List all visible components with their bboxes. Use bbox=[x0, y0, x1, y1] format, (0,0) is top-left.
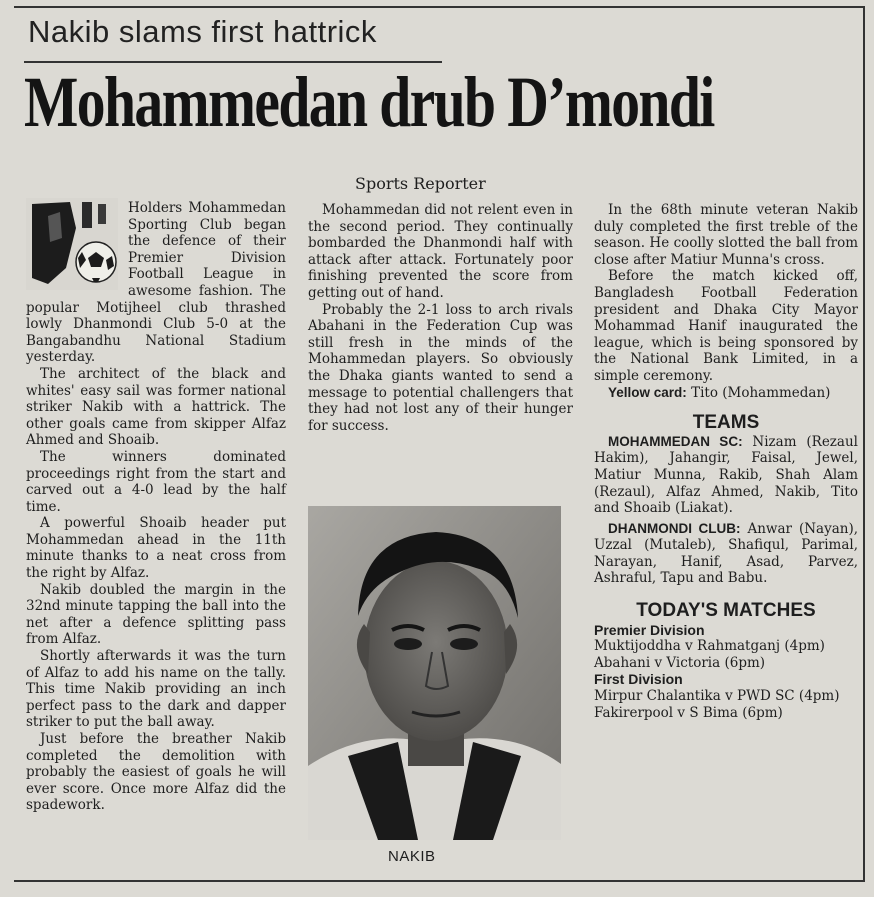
match-item: Fakirerpool v S Bima (6pm) bbox=[594, 704, 783, 721]
player-photo bbox=[308, 506, 561, 840]
team-name: DHANMONDI CLUB: bbox=[608, 520, 741, 536]
paragraph: Shortly afterwards it was the turn of Alfaz to add his name on the tally. This time Nakib providing an inch perfect pass to the dark and dapper striker to put the ball away. bbox=[26, 648, 286, 731]
paragraph: Mohammedan did not relent even in the second period. They continually bombarded the Dhanmondi half with attack after attack. Fortunately poor finishing prevented the score from getting out of hand. bbox=[308, 202, 573, 301]
match-item: Mirpur Chalantika v PWD SC (4pm) bbox=[594, 688, 840, 705]
paragraph: In the 68th minute veteran Nakib duly completed the first treble of the season. He coolly slotted the ball from close after Matiur Munna's cross. bbox=[594, 202, 858, 268]
top-rule bbox=[14, 6, 864, 8]
matches-list bbox=[594, 622, 858, 722]
byline: Sports Reporter bbox=[355, 174, 486, 193]
paragraph: Holders Mohammedan Sporting Club began the defence of their Premier Division Football League in awesome fashion. The popular Motijheel club thrashed lowly Dhanmondi Club 5-0 at the Bangabandhu National Stadium yesterday. bbox=[26, 200, 286, 366]
player-portrait-image bbox=[308, 506, 561, 840]
team-mohammedan bbox=[594, 434, 858, 517]
division-label: Premier Division bbox=[594, 621, 705, 638]
yellow-card-note bbox=[594, 385, 858, 402]
paragraph: Nakib doubled the margin in the 32nd minute tapping the ball into the net after a defence splitting pass from Alfaz. bbox=[26, 581, 286, 648]
bottom-rule bbox=[14, 880, 864, 882]
football-boot-image bbox=[26, 198, 118, 290]
yellow-card-label: Yellow card: bbox=[608, 384, 687, 400]
team-dhanmondi bbox=[594, 521, 858, 587]
todays-matches-heading: TODAY'S MATCHES bbox=[636, 600, 816, 622]
teams-heading: TEAMS bbox=[692, 412, 760, 434]
article-column-2 bbox=[308, 202, 573, 434]
paragraph: A powerful Shoaib header put Mohammedan ahead in the 11th minute thanks to a neat cross from the right by Alfaz. bbox=[26, 515, 286, 582]
team-players: Nizam (Rezaul Hakim), Jahangir, Faisal, Jewel, Matiur Munna, Rakib, Shah Alam (Rezaul), Alfaz Ahmed, Nakib, Tito and Shoaib (Liakat). bbox=[594, 433, 858, 517]
match-item: Muktijoddha v Rahmatganj (4pm) bbox=[594, 638, 825, 655]
kicker: Nakib slams first hattrick bbox=[28, 14, 377, 49]
right-border bbox=[863, 6, 865, 882]
paragraph: The winners dominated proceedings right from the start and carved out a 4-0 lead by the half time. bbox=[26, 448, 286, 515]
paragraph: Probably the 2-1 loss to arch rivals Abahani in the Federation Cup was still fresh in the minds of the Mohammedan players. So obviously the Dhaka giants wanted to send a message to potential challengers that they had not lost any of their hunger for success. bbox=[308, 301, 573, 434]
yellow-card-text: Tito (Mohammedan) bbox=[686, 384, 831, 401]
division-label: First Division bbox=[594, 671, 683, 688]
paragraph: Just before the breather Nakib completed the demolition with probably the easiest of goals he will ever score. Once more Alfaz did the spadework. bbox=[26, 731, 286, 814]
team-players: Anwar (Nayan), Uzzal (Mutaleb), Shafiqul, Parimal, Narayan, Hanif, Asad, Parvez, Ashraful, Tapu and Babu. bbox=[594, 520, 859, 587]
teams-list bbox=[594, 434, 858, 587]
photo-caption: NAKIB bbox=[388, 848, 436, 865]
article-column-3 bbox=[594, 202, 858, 721]
match-item: Abahani v Victoria (6pm) bbox=[594, 654, 766, 671]
paragraph: Before the match kicked off, Bangladesh Football Federation president and Dhaka City Mayor Mohammad Hanif inaugurated the league, which is being sponsored by the National Bank Limited, in a simple ceremony. bbox=[594, 268, 858, 384]
paragraph: The architect of the black and whites' easy sail was former national striker Nakib with a hattrick. The other goals came from skipper Alfaz Ahmed and Shoaib. bbox=[26, 365, 286, 449]
team-name: MOHAMMEDAN SC: bbox=[608, 433, 743, 449]
boot-and-ball-icon bbox=[26, 198, 118, 290]
article-column-1 bbox=[26, 200, 286, 814]
headline: Mohammedan drub D’mondi bbox=[24, 62, 714, 142]
